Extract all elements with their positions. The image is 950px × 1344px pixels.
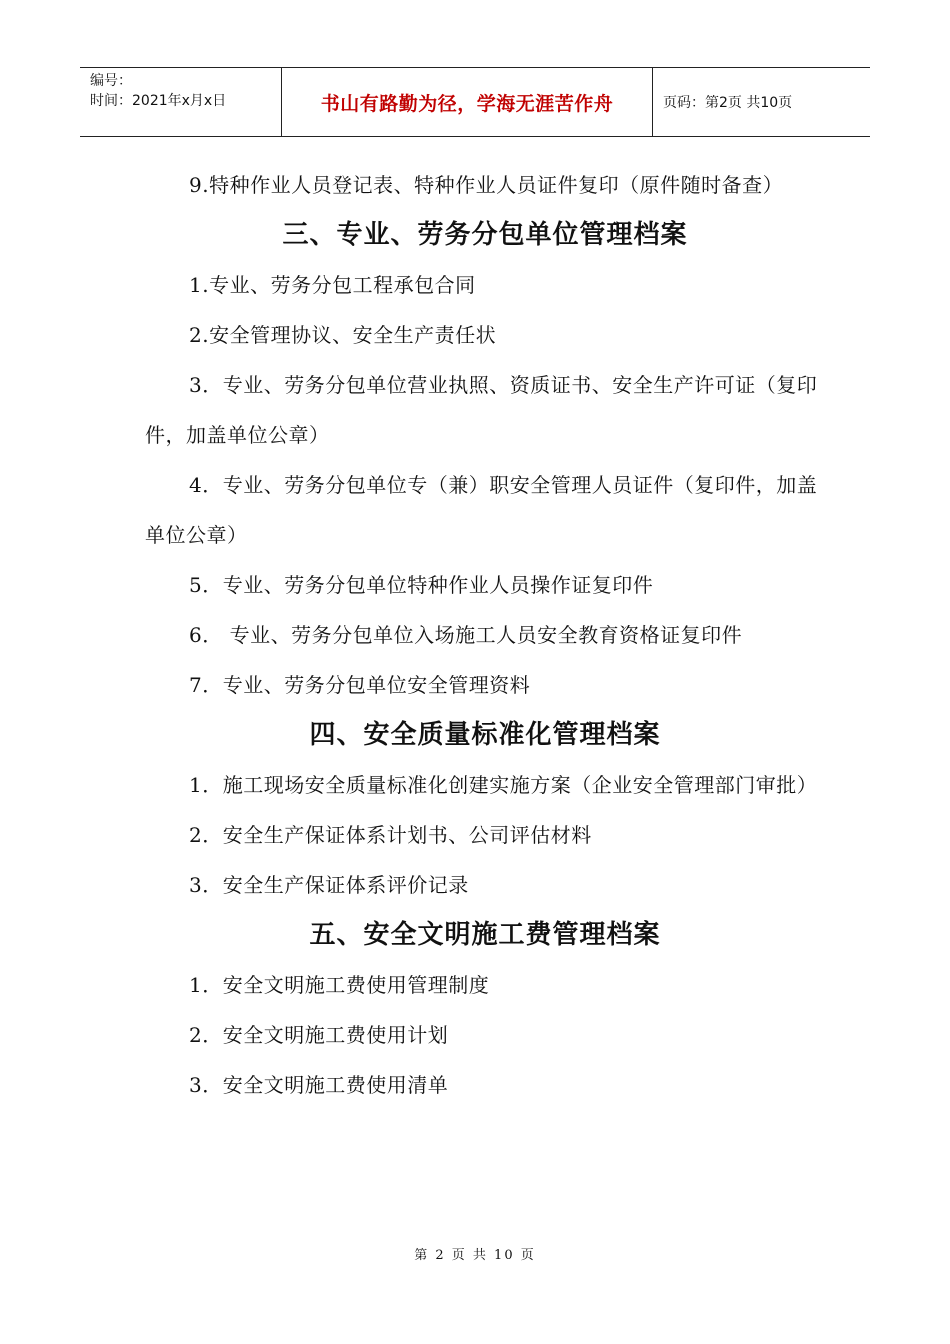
page-header — [80, 67, 870, 137]
document-body — [145, 160, 825, 1110]
list-item: 3．安全文明施工费使用清单 — [189, 1073, 449, 1097]
list-item: 5．专业、劳务分包单位特种作业人员操作证复印件 — [189, 573, 654, 597]
document-date: 时间：2021年x月x日 — [90, 93, 227, 109]
list-item: 2．安全文明施工费使用计划 — [189, 1023, 449, 1047]
list-item: 7．专业、劳务分包单位安全管理资料 — [189, 673, 531, 697]
list-item: 3．专业、劳务分包单位营业执照、资质证书、安全生产许可证（复印件，加盖单位公章） — [145, 373, 818, 447]
list-item: 1．安全文明施工费使用管理制度 — [189, 973, 490, 997]
document-number-label: 编号： — [90, 73, 132, 89]
list-item: 4．专业、劳务分包单位专（兼）职安全管理人员证件（复印件，加盖单位公章） — [145, 473, 818, 547]
list-item: 2.安全管理协议、安全生产责任状 — [189, 323, 497, 347]
header-page-number: 页码：第2页 共10页 — [663, 95, 793, 111]
list-item: 6． 专业、劳务分包单位入场施工人员安全教育资格证复印件 — [189, 623, 743, 647]
list-item: 9.特种作业人员登记表、特种作业人员证件复印（原件随时备查） — [189, 173, 784, 197]
section-heading: 五、安全文明施工费管理档案 — [309, 920, 661, 950]
list-item: 1．施工现场安全质量标准化创建实施方案（企业安全管理部门审批） — [189, 773, 818, 797]
list-item: 3．安全生产保证体系评价记录 — [189, 873, 469, 897]
list-item: 1.专业、劳务分包工程承包合同 — [189, 273, 476, 297]
list-item: 2．安全生产保证体系计划书、公司评估材料 — [189, 823, 592, 847]
section-heading: 四、安全质量标准化管理档案 — [309, 720, 661, 750]
header-meta — [80, 68, 282, 136]
section-heading: 三、专业、劳务分包单位管理档案 — [282, 220, 688, 250]
page-footer: 第 2 页 共 10 页 — [414, 1248, 536, 1263]
header-motto: 书山有路勤为径，学海无涯苦作舟 — [282, 68, 653, 136]
